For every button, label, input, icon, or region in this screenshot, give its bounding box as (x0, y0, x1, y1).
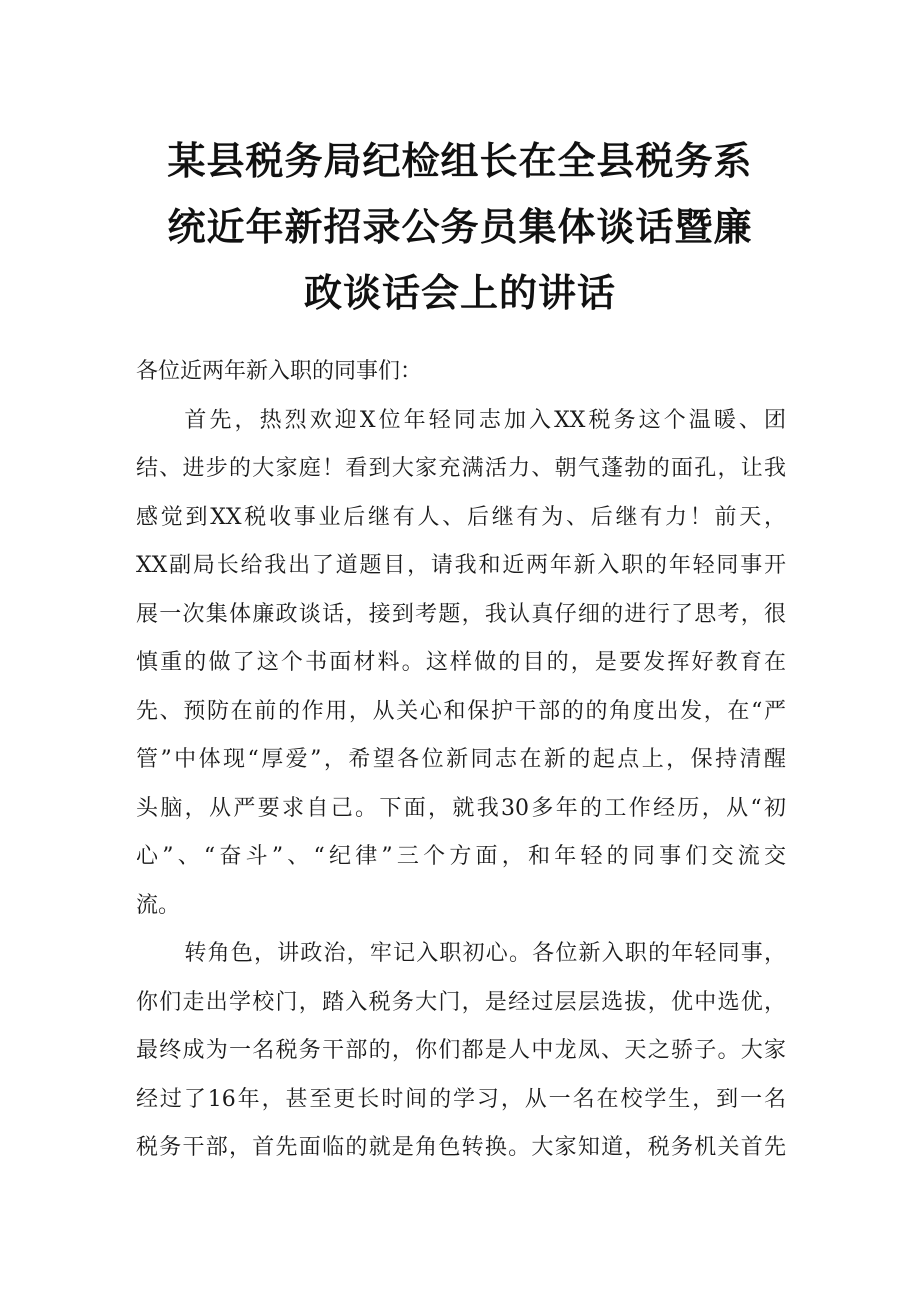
document-body (136, 348, 786, 1173)
paragraph-line: 展一次集体廉政谈话，接到考题，我认真仔细的进行了思考，很 (136, 601, 786, 627)
paragraph-line: 结、进步的大家庭！看到大家充满活力、朝气蓬勃的面孔，让我 (136, 456, 786, 481)
title-line: 某县税务局纪检组长在全县税务系 (167, 139, 753, 183)
paragraph-line: 流。 (136, 892, 181, 918)
paragraph-line: XX副局长给我出了道题目，请我和近两年新入职的年轻同事开 (136, 553, 786, 578)
paragraph-line: 首先，热烈欢迎X位年轻同志加入XX税务这个温暖、团 (184, 407, 786, 433)
paragraph-line: 感觉到XX税收事业后继有人、后继有为、后继有力！前天， (136, 504, 786, 530)
paragraph-line: 管”中体现“厚爱”，希望各位新同志在新的起点上，保持清醒 (136, 747, 786, 772)
title-line: 统近年新招录公务员集体谈话暨廉 (167, 205, 753, 249)
paragraph-line: 心”、“奋斗”、“纪律”三个方面，和年轻的同事们交流交 (136, 844, 786, 869)
paragraph-line: 头脑，从严要求自己。下面，就我30多年的工作经历，从“初 (136, 795, 786, 821)
salutation: 各位近两年新入职的同事们： (136, 359, 423, 384)
paragraph-line: 最终成为一名税务干部的，你们都是人中龙凤、天之骄子。大家 (136, 1038, 786, 1063)
paragraph-role-change (136, 930, 786, 1173)
paragraph-welcome (136, 397, 786, 931)
paragraph-line: 转角色，讲政治，牢记入职初心。各位新入职的年轻同事， (184, 941, 786, 966)
title-line: 政谈话会上的讲话 (303, 271, 616, 315)
paragraph-line: 你们走出学校门，踏入税务大门，是经过层层选拔，优中选优， (136, 989, 786, 1015)
paragraph-line: 先、预防在前的作用，从关心和保护干部的的角度出发，在“严 (136, 698, 786, 724)
paragraph-line: 税务干部，首先面临的就是角色转换。大家知道，税务机关首先 (136, 1135, 786, 1160)
paragraph-line: 经过了16年，甚至更长时间的学习，从一名在校学生，到一名 (136, 1086, 786, 1112)
document-title (130, 128, 790, 326)
paragraph-line: 慎重的做了这个书面材料。这样做的目的，是要发挥好教育在 (136, 650, 786, 675)
